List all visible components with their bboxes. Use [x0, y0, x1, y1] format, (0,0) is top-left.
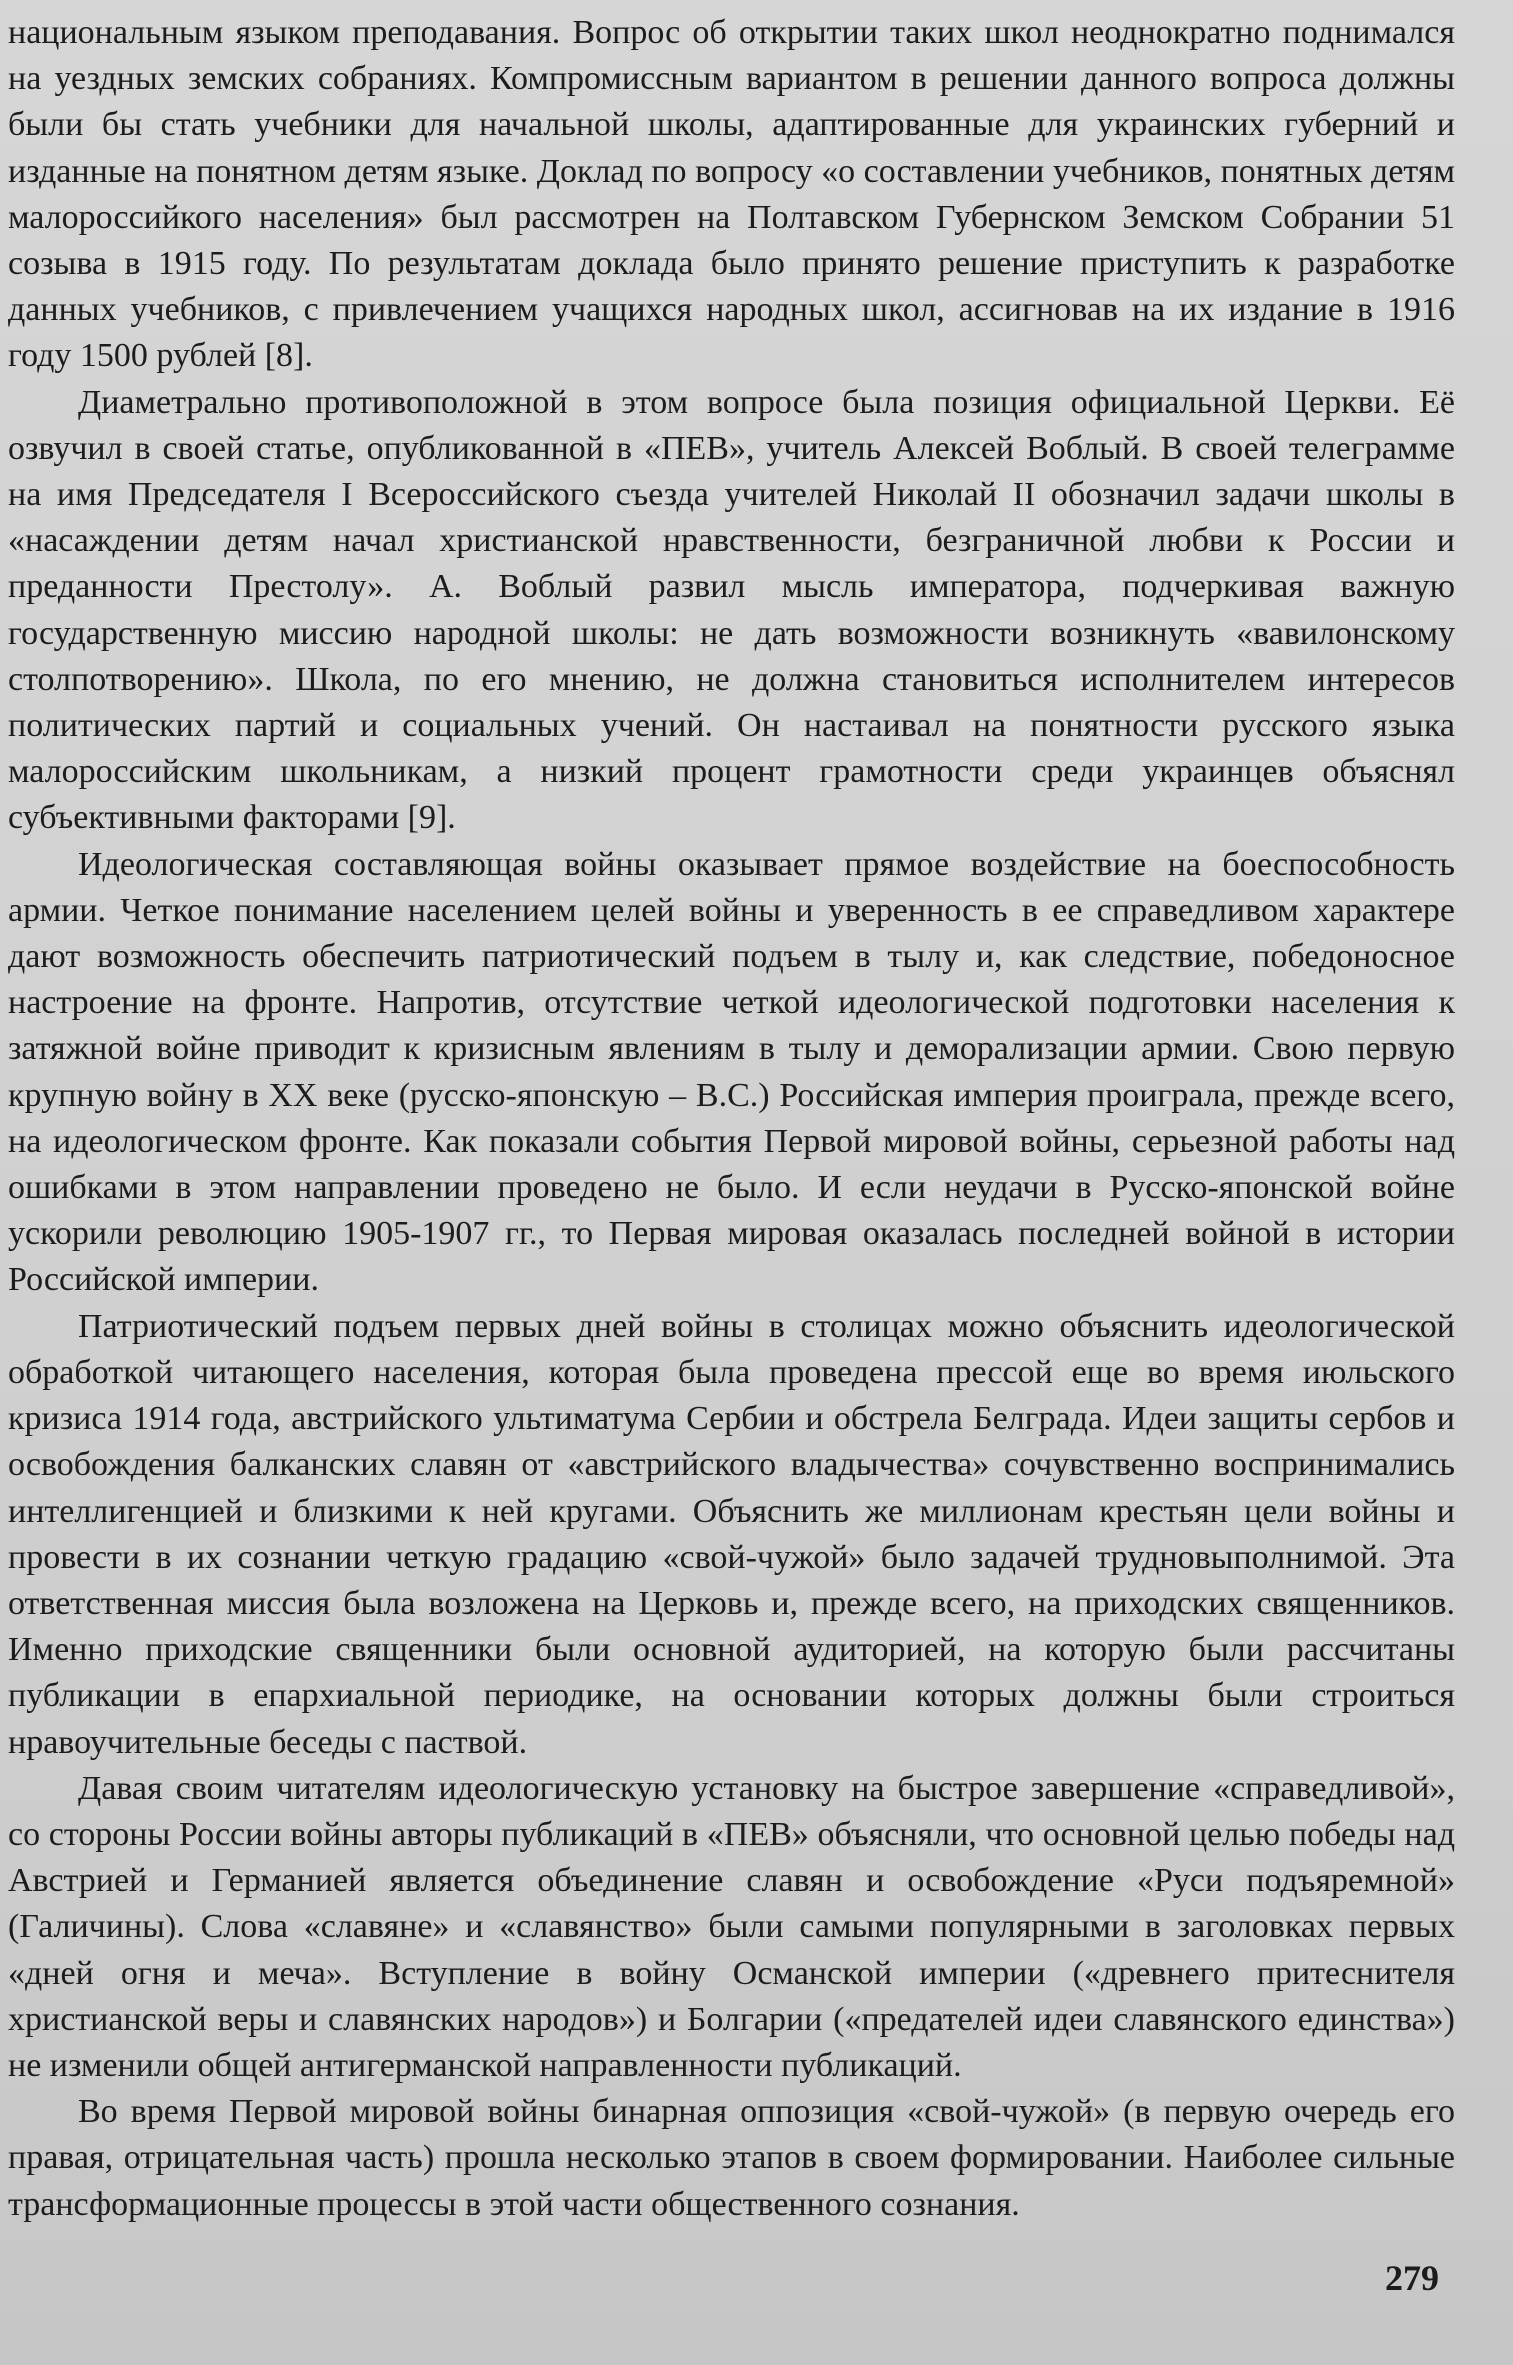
paragraph-text: Диаметрально противоположной в этом вопросе была позиция официальной Церкви. Её озвучил в своей статье, опубликованной в «ПЕВ», учитель Алексей Воблый. В своей телеграмме на имя Председателя I Всероссийского съезда учителей Николай II обозначил задачи школы в «насаждении детям начал христианской нравственности, безграничной любви к России и преданности Престолу». А. Воблый развил мысль императора, подчеркивая важную государственную миссию народной школы: не дать возможности возникнуть «вавилонскому столпотворению». Школа, по его мнению, не должна становиться исполнителем интересов политических партий и социальных учений. Он настаивал на понятности русского языка малороссийским школьникам, а низкий процент грамотности среди украинцев объяснял субъективными факторами [9].	[8, 383, 1455, 837]
paragraph	[8, 380, 1455, 842]
paragraph-text: Во время Первой мировой войны бинарная оппозиция «свой-чужой» (в первую очередь его правая, отрицательная часть) прошла несколько этапов в своем формировании. Наиболее сильные трансформационные процессы в этой части общественного сознания.	[8, 2093, 1455, 2223]
paragraph	[8, 1766, 1455, 2089]
paragraph	[8, 2089, 1455, 2228]
paragraph	[8, 842, 1455, 1304]
paragraph	[8, 1304, 1455, 1766]
paragraph-text: национальным языком преподавания. Вопрос об открытии таких школ неоднократно поднимался на уездных земских собраниях. Компромиссным вариантом в решении данного вопроса должны были бы стать учебники для начальной школы, адаптированные для украинских губерний и изданные на понятном детям языке. Доклад по вопросу «о составлении учебников, понятных детям малороссийкого населения» был рассмотрен на Полтавском Губернском Земском Собрании 51 созыва в 1915 году. По результатам доклада было принято решение приступить к разработке данных учебников, с привлечением учащихся народных школ, ассигновав на их издание в 1916 году 1500 рублей [8].	[8, 14, 1455, 375]
page-number: 279	[1385, 2258, 1439, 2298]
paragraph-text: Патриотический подъем первых дней войны в столицах можно объяснить идеологической обработкой читающего населения, которая была проведена прессой еще во время июльского кризиса 1914 года, австрийского ультиматума Сербии и обстрела Белграда. Идеи защиты сербов и освобождения балканских славян от «австрийского владычества» сочувственно воспринимались интеллигенцией и близкими к ней кругами. Объяснить же миллионам крестьян цели войны и провести в их сознании четкую градацию «свой-чужой» было задачей трудновыполнимой. Эта ответственная миссия была возложена на Церковь и, прежде всего, на приходских священников. Именно приходские священники были основной аудиторией, на которую были рассчитаны публикации в епархиальной периодике, на основании которых должны были строиться нравоучительные беседы с паствой.	[8, 1307, 1455, 1761]
paragraph-text: Идеологическая составляющая войны оказывает прямое воздействие на боеспособность армии. Четкое понимание населением целей войны и уверенность в ее справедливом характере дают возможность обеспечить патриотический подъем в тылу и, как следствие, победоносное настроение на фронте. Напротив, отсутствие четкой идеологической подготовки населения к затяжной войне приводит к кризисным явлениям в тылу и деморализации армии. Свою первую крупную войну в XX веке (русско-японскую – В.С.) Российская империя проиграла, прежде всего, на идеологическом фронте. Как показали события Первой мировой войны, серьезной работы над ошибками в этом направлении проведено не было. И если неудачи в Русско-японской войне ускорили революцию 1905-1907 гг., то Первая мировая оказалась последней войной в истории Российской империи.	[8, 845, 1455, 1299]
paragraph	[8, 10, 1455, 380]
paragraph-text: Давая своим читателям идеологическую установку на быстрое завершение «справедливой», со стороны России войны авторы публикаций в «ПЕВ» объясняли, что основной целью победы над Австрией и Германией является объединение славян и освобождение «Руси подъяремной» (Галичины). Слова «славяне» и «славянство» были самыми популярными в заголовках первых «дней огня и меча». Вступление в войну Османской империи («древнего притеснителя христианской веры и славянских народов») и Болгарии («предателей идеи славянского единства») не изменили общей антигерманской направленности публикаций.	[8, 1769, 1455, 2084]
